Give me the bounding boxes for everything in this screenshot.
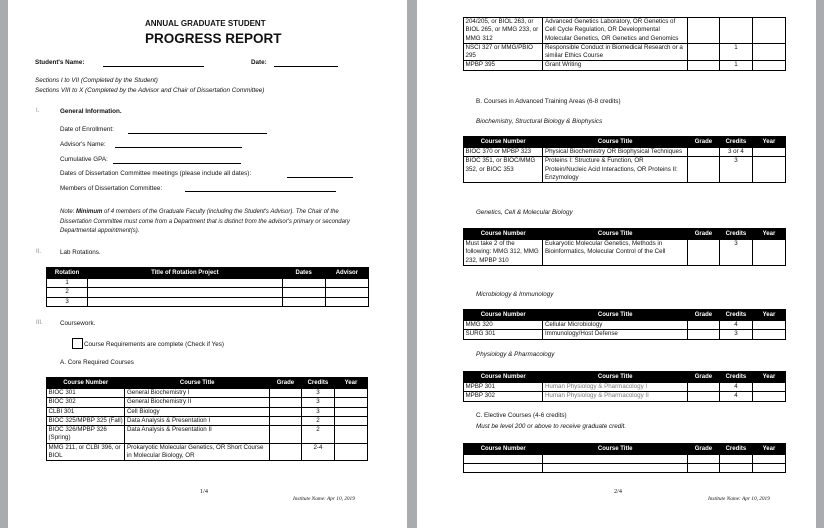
- credits-cell[interactable]: [719, 455, 752, 464]
- credits-cell: 2-4: [301, 443, 334, 461]
- credits-cell: 4: [719, 383, 752, 392]
- course-number: BIOC 325/MPBP 325 (Fall): [47, 416, 125, 425]
- area-biochemistry-heading: Biochemistry, Structural Biology & Biophysics: [476, 118, 603, 125]
- year-header: Year: [752, 137, 785, 148]
- credits-cell: 4: [719, 392, 752, 401]
- credits-header: Credits: [719, 137, 752, 148]
- enrollment-label: Date of Enrollment:: [60, 126, 114, 133]
- core-courses-table-continued: [463, 17, 786, 71]
- grade-cell[interactable]: [687, 392, 719, 401]
- credits-cell: 3: [301, 389, 334, 398]
- grade-header: Grade: [687, 372, 719, 383]
- grade-cell[interactable]: [269, 407, 301, 416]
- credits-header: Credits: [719, 372, 752, 383]
- year-cell[interactable]: [752, 464, 785, 473]
- credits-cell: 2: [301, 416, 334, 425]
- course-title: Immunology/Host Defense: [543, 330, 687, 339]
- rotation-table: [46, 267, 369, 307]
- table-row: [464, 157, 786, 183]
- page-2: [417, 0, 816, 528]
- course-title: Responsible Conduct in Biomedical Research or a similar Ethics Course: [543, 43, 687, 61]
- grade-header: Grade: [687, 137, 719, 148]
- table-row: [47, 389, 368, 398]
- elective-courses-note: Must be level 200 or above to receive graduate credit.: [476, 423, 627, 430]
- table-row: [464, 392, 786, 401]
- course-number: BIOC 302: [47, 398, 125, 407]
- year-cell[interactable]: [334, 416, 367, 425]
- page-number: 2/4: [614, 488, 622, 495]
- year-cell[interactable]: [752, 18, 785, 44]
- credits-cell: 3: [719, 157, 752, 183]
- course-title-header: Course Title: [543, 444, 687, 455]
- credits-header: Credits: [719, 444, 752, 455]
- year-cell[interactable]: [752, 157, 785, 183]
- table-row: [47, 279, 369, 288]
- gpa-field[interactable]: [113, 163, 241, 164]
- grade-cell[interactable]: [269, 416, 301, 425]
- course-title: General Biochemistry II: [125, 398, 270, 407]
- table-row: [464, 18, 786, 44]
- rotation-dates-cell[interactable]: [282, 288, 325, 297]
- grade-header: Grade: [687, 229, 719, 240]
- institute-footer: Institute Name: Apr 10, 2019: [293, 496, 355, 502]
- course-title: General Biochemistry I: [125, 389, 270, 398]
- credits-cell: 3 or 4: [719, 148, 752, 157]
- rotation-advisor-cell[interactable]: [325, 279, 368, 288]
- course-number-header: Course Number: [464, 372, 543, 383]
- grade-header: Grade: [269, 378, 301, 389]
- table-row: [47, 288, 369, 297]
- area-genetics-heading: Genetics, Cell & Molecular Biology: [476, 209, 573, 216]
- elective-courses-heading: C. Elective Courses (4-6 credits): [476, 412, 567, 419]
- course-title: Proteins I: Structure & Function, OR Protein/Nucleic Acid Interactions, OR Proteins II: Enzymology: [543, 157, 687, 183]
- course-number-header: Course Number: [464, 444, 543, 455]
- course-title-header: Course Title: [543, 372, 687, 383]
- year-cell[interactable]: [752, 61, 785, 70]
- year-cell[interactable]: [334, 389, 367, 398]
- student-name-field[interactable]: [103, 66, 204, 67]
- credits-cell: 3: [301, 398, 334, 407]
- course-number: BIOC 301: [47, 389, 125, 398]
- course-title: Advanced Genetics Laboratory, OR Genetics of Cell Cycle Regulation, OR Developmental Molecular Genetics, OR Genetics and Genomics: [543, 18, 687, 44]
- genetics-table: [463, 228, 786, 266]
- table-row: [47, 443, 368, 461]
- year-cell[interactable]: [334, 426, 367, 444]
- meeting-dates-label: Dates of Dissertation Committee meetings (please include all dates):: [60, 170, 252, 177]
- grade-header: Grade: [687, 444, 719, 455]
- section-3-number: III.: [36, 320, 43, 326]
- course-title: Cell Biology: [125, 407, 270, 416]
- grade-cell[interactable]: [687, 18, 719, 44]
- credits-cell: 3: [719, 240, 752, 266]
- course-number: MPBP 301: [464, 383, 543, 392]
- year-header: Year: [334, 378, 367, 389]
- grade-cell[interactable]: [687, 157, 719, 183]
- table-row: [47, 407, 368, 416]
- grade-cell[interactable]: [687, 61, 719, 70]
- grade-cell[interactable]: [269, 398, 301, 407]
- grade-cell[interactable]: [269, 426, 301, 444]
- grade-cell[interactable]: [687, 330, 719, 339]
- grade-header: Grade: [687, 310, 719, 321]
- grade-cell[interactable]: [269, 443, 301, 461]
- rotation-header: Rotation: [47, 268, 88, 279]
- course-title-header: Course Title: [543, 229, 687, 240]
- course-number: BIOC 326/MPBP 326 (Spring): [47, 426, 125, 444]
- course-number: MPBP 395: [464, 61, 543, 70]
- course-number: BIOC 351, or BIOC/MMG 352, or BIOC 353: [464, 157, 543, 183]
- course-number: 204/205, or BIOL 263, or BIOL 265, or MMG 233, or MMG 312: [464, 18, 543, 44]
- table-row: [464, 240, 786, 266]
- section-3-title: Coursework.: [60, 320, 96, 327]
- table-row: [47, 297, 369, 306]
- report-title-line2: PROGRESS REPORT: [145, 31, 282, 46]
- table-row: [47, 426, 368, 444]
- table-row: [464, 455, 786, 464]
- committee-members-label: Members of Dissertation Committee:: [60, 185, 163, 192]
- rotation-dates-header: Dates: [282, 268, 325, 279]
- page-number: 1/4: [200, 488, 208, 495]
- course-title: Physical Biochemistry OR Biophysical Techniques: [543, 148, 687, 157]
- credits-cell: 3: [719, 330, 752, 339]
- year-cell[interactable]: [334, 443, 367, 461]
- course-number: MMG 320: [464, 321, 543, 330]
- year-cell[interactable]: [752, 383, 785, 392]
- year-header: Year: [752, 372, 785, 383]
- credits-cell: 4: [719, 321, 752, 330]
- core-courses-heading: A. Core Required Courses: [60, 359, 134, 366]
- core-courses-table: [46, 377, 368, 461]
- elective-courses-table: [463, 443, 786, 473]
- course-number-header: Course Number: [464, 310, 543, 321]
- rotation-dates-cell[interactable]: [282, 279, 325, 288]
- rotation-title-cell[interactable]: [88, 288, 282, 297]
- year-cell[interactable]: [334, 407, 367, 416]
- rotation-dates-cell[interactable]: [282, 297, 325, 306]
- course-title: Data Analysis & Presentation I: [125, 416, 270, 425]
- grade-cell[interactable]: [687, 321, 719, 330]
- section-1-number: I.: [36, 108, 40, 114]
- rotation-title-cell[interactable]: [88, 297, 282, 306]
- section-1-title: General Information.: [60, 108, 122, 115]
- course-number: CLBI 301: [47, 407, 125, 416]
- biochemistry-table: [463, 136, 786, 183]
- sections-note-2: Sections VIII to X (Completed by the Advisor and Chair of Dissertation Committee): [35, 87, 265, 94]
- course-title-header: Course Title: [543, 310, 687, 321]
- table-row: [464, 321, 786, 330]
- course-number-header: Course Number: [464, 229, 543, 240]
- grade-cell[interactable]: [687, 148, 719, 157]
- grade-cell[interactable]: [687, 240, 719, 266]
- table-row: [464, 148, 786, 157]
- course-number: BIOC 370 or MPBP 323: [464, 148, 543, 157]
- advisor-label: Advisor's Name:: [60, 141, 106, 148]
- course-number: NSCI 327 or MMG/PBIO 295: [464, 43, 543, 61]
- rotation-number: 3: [47, 297, 88, 306]
- physiology-table: [463, 371, 786, 402]
- year-cell[interactable]: [752, 43, 785, 61]
- date-field[interactable]: [274, 66, 338, 67]
- student-name-label: Student's Name:: [35, 59, 85, 66]
- course-title-cell[interactable]: [543, 464, 687, 473]
- course-title-cell[interactable]: [543, 455, 687, 464]
- course-number-cell[interactable]: [464, 464, 543, 473]
- course-number-header: Course Number: [464, 137, 543, 148]
- credits-cell: 1: [719, 61, 752, 70]
- year-cell[interactable]: [752, 455, 785, 464]
- credits-cell: 2: [301, 426, 334, 444]
- grade-cell[interactable]: [687, 455, 719, 464]
- requirements-checkbox[interactable]: [72, 338, 83, 349]
- grade-cell[interactable]: [687, 43, 719, 61]
- sections-note-1: Sections I to VII (Completed by the Student): [35, 77, 158, 84]
- enrollment-field[interactable]: [128, 133, 267, 134]
- table-row: [464, 43, 786, 61]
- year-cell[interactable]: [752, 240, 785, 266]
- year-header: Year: [752, 444, 785, 455]
- area-physiology-heading: Physiology & Pharmacology: [476, 351, 555, 358]
- credits-cell: [719, 18, 752, 44]
- institute-footer: Institute Name: Apr 10, 2019: [708, 496, 770, 502]
- course-number: SURG 301: [464, 330, 543, 339]
- page-1: [8, 0, 407, 528]
- table-row: [464, 383, 786, 392]
- course-number-header: Course Number: [47, 378, 125, 389]
- grade-cell[interactable]: [269, 389, 301, 398]
- credits-header: Credits: [301, 378, 334, 389]
- rotation-advisor-header: Advisor: [325, 268, 368, 279]
- meeting-dates-field[interactable]: [287, 177, 353, 178]
- year-cell[interactable]: [334, 398, 367, 407]
- year-cell[interactable]: [752, 330, 785, 339]
- course-title: Human Physiology & Pharmacology II: [543, 392, 687, 401]
- microbiology-table: [463, 309, 786, 340]
- table-row: [47, 398, 368, 407]
- rotation-number: 2: [47, 288, 88, 297]
- course-number: MPBP 302: [464, 392, 543, 401]
- credits-cell[interactable]: [719, 464, 752, 473]
- grade-cell[interactable]: [687, 383, 719, 392]
- table-row: [464, 464, 786, 473]
- course-title-header: Course Title: [125, 378, 270, 389]
- credits-header: Credits: [719, 229, 752, 240]
- course-number: MMG 211, or CLBI 396, or BIOL: [47, 443, 125, 461]
- rotation-advisor-cell[interactable]: [325, 297, 368, 306]
- gpa-label: Cumulative GPA:: [60, 156, 108, 163]
- course-title: Prokaryotic Molecular Genetics, OR Short Course in Molecular Biology, OR: [125, 443, 270, 461]
- course-title: Eukaryotic Molecular Genetics, Methods in Bioinformatics, Molecular Control of the Cell: [543, 240, 687, 266]
- area-microbiology-heading: Microbiology & Immunology: [476, 291, 554, 298]
- year-header: Year: [752, 229, 785, 240]
- course-title: Human Physiology & Pharmacology I: [543, 383, 687, 392]
- advisor-field[interactable]: [115, 147, 242, 148]
- course-number-cell[interactable]: [464, 455, 543, 464]
- section-2-number: II.: [36, 249, 42, 255]
- report-title-line1: ANNUAL GRADUATE STUDENT: [145, 19, 266, 28]
- advanced-courses-heading: B. Courses in Advanced Training Areas (6-8 credits): [476, 98, 621, 105]
- course-title-header: Course Title: [543, 137, 687, 148]
- rotation-title-cell[interactable]: [88, 279, 282, 288]
- year-cell[interactable]: [752, 321, 785, 330]
- date-label: Date:: [251, 59, 267, 66]
- course-title: Cellular Microbiology: [543, 321, 687, 330]
- course-title: Grant Writing: [543, 61, 687, 70]
- section-2-title: Lab Rotations.: [60, 249, 101, 256]
- table-row: [464, 330, 786, 339]
- credits-cell: 3: [301, 407, 334, 416]
- year-cell[interactable]: [752, 148, 785, 157]
- table-row: [47, 416, 368, 425]
- committee-members-field[interactable]: [185, 191, 336, 192]
- credits-cell: 1: [719, 43, 752, 61]
- rotation-number: 1: [47, 279, 88, 288]
- year-cell[interactable]: [752, 392, 785, 401]
- table-row: [464, 61, 786, 70]
- committee-note: Note: Minimum of 4 members of the Graduate Faculty (including the Student's Advisor). The Chair of the Dissertation Committee must come from a Department that is distinct from the advisor's primary or secondary Departmental appointment(s).: [60, 209, 350, 235]
- grade-cell[interactable]: [687, 464, 719, 473]
- year-header: Year: [752, 310, 785, 321]
- rotation-advisor-cell[interactable]: [325, 288, 368, 297]
- course-number: Must take 2 of the following: MMG 312, MMG 232, MPBP 310: [464, 240, 543, 266]
- rotation-title-header: Title of Rotation Project: [88, 268, 282, 279]
- requirements-checkbox-label: Course Requirements are complete (Check if Yes): [84, 341, 224, 348]
- course-title: Data Analysis & Presentation II: [125, 426, 270, 444]
- credits-header: Credits: [719, 310, 752, 321]
